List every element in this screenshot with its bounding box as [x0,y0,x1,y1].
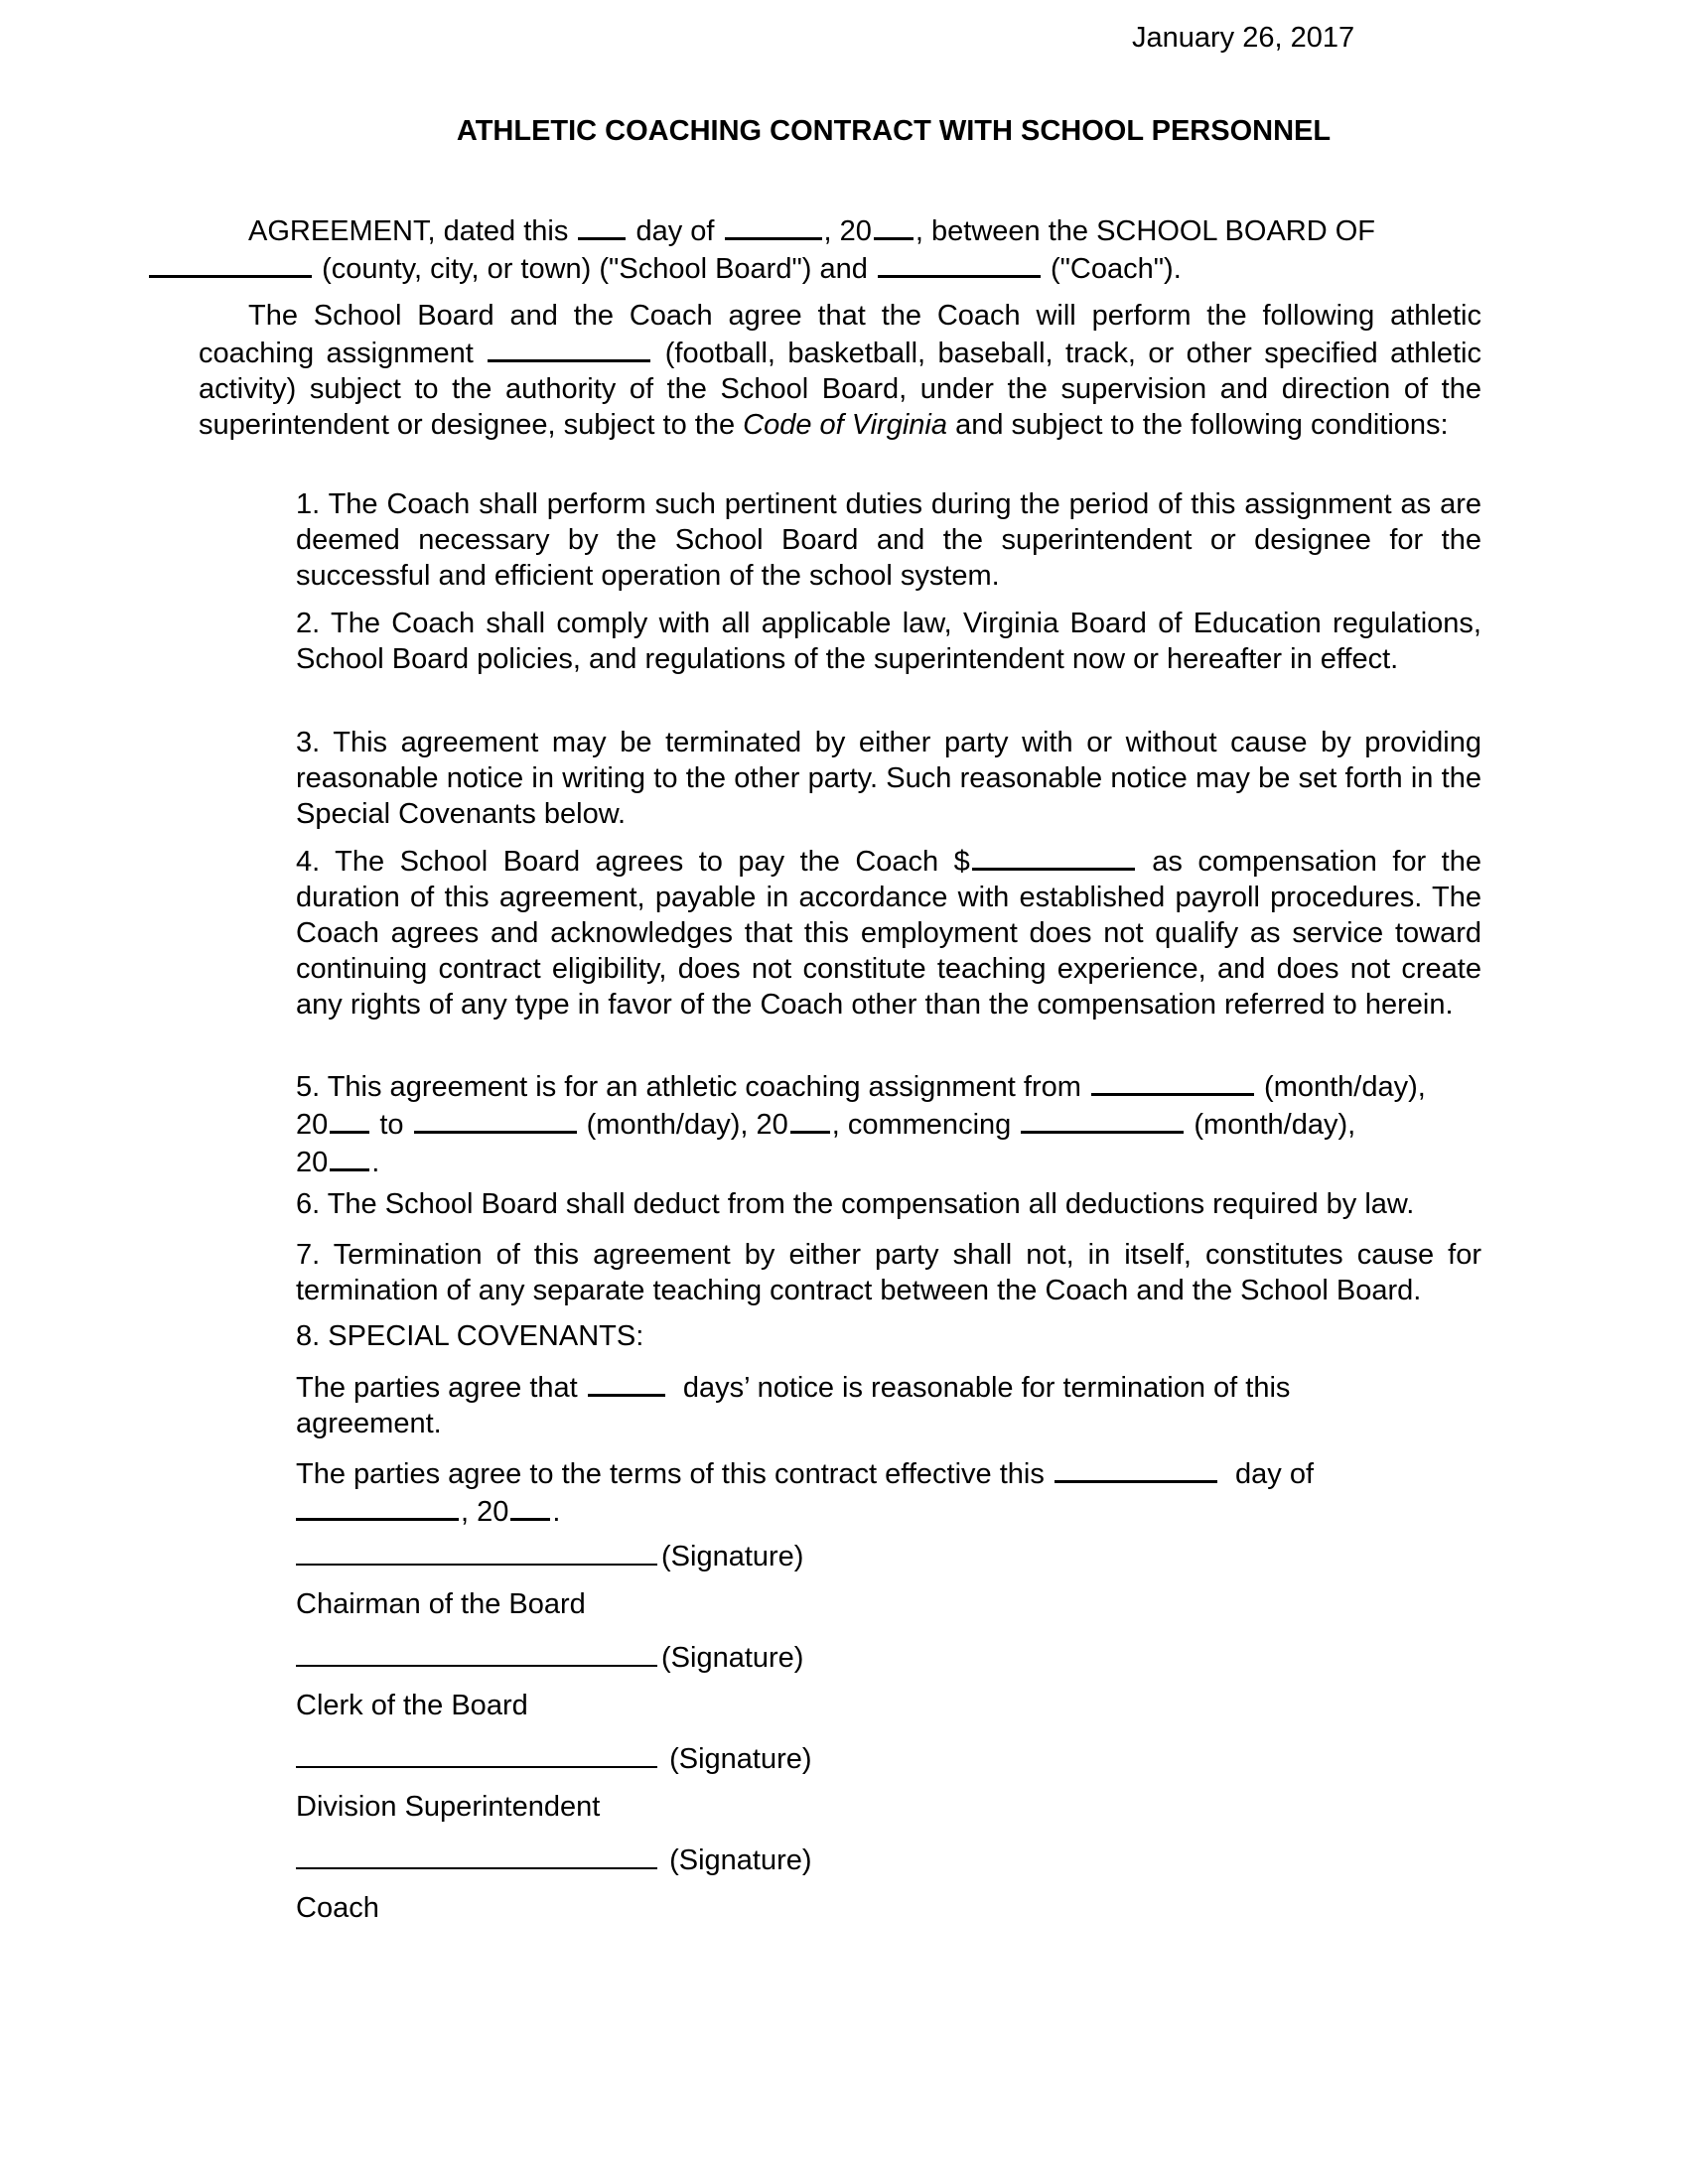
signature-line[interactable] [296,1637,657,1667]
clerk-signature-line[interactable] [296,1637,803,1676]
blank-school-board-name[interactable] [149,249,312,278]
chairman-title: Chairman of the Board [296,1588,586,1620]
condition-5-text-d: to [379,1109,404,1141]
signature-label: (Signature) [661,1541,804,1572]
covenant-notice-text-a: The parties agree that [296,1372,578,1404]
chairman-signature-line[interactable] [296,1536,803,1574]
signature-label: (Signature) [669,1743,812,1775]
agreement-paragraph [199,211,1481,287]
coach-title: Coach [296,1892,379,1924]
blank-coach-name[interactable] [878,249,1041,278]
blank-end-year[interactable] [790,1105,830,1134]
coach-signature-line[interactable] [296,1840,812,1878]
covenant-effective [296,1454,1388,1530]
agreement-text-c: , 20 [823,215,872,247]
blank-commence-date[interactable] [1021,1105,1184,1134]
blank-day[interactable] [578,211,626,240]
covenant-effective-text-c: , 20 [461,1496,509,1528]
signature-label: (Signature) [669,1844,812,1876]
signature-label: (Signature) [661,1642,804,1674]
condition-3: 3. This agreement may be terminated by either party with or without cause by providing reasonable notice in writing to the other party. Such reasonable notice may be set forth in the Special Covenants below. [296,727,1481,830]
covenant-notice-text-b: days’ notice is reasonable for termination of this agreement. [296,1372,1291,1439]
blank-assignment[interactable] [488,334,650,362]
code-of-virginia: Code of Virginia [743,409,947,441]
condition-4 [296,842,1481,1023]
condition-4-text-b: as compensation for the duration of this agreement, payable in accordance with established payroll procedures. The Coach agrees and acknowledges that this employment does not qualify as service toward continuing contract eligibility, does not constitute teaching experience, and does not create any rights of any type in favor of the Coach other than the compensation referred to herein. [296,846,1481,1021]
condition-5-text-a: 5. This agreement is for an athletic coaching assignment from [296,1071,1081,1103]
blank-compensation[interactable] [972,842,1135,871]
condition-5 [296,1067,1481,1180]
agreement-text-b: day of [635,215,715,247]
condition-5-text-f: , commencing [831,1109,1012,1141]
assignment-paragraph [199,298,1481,443]
blank-notice-days[interactable] [588,1368,665,1397]
condition-4-text-a: 4. The School Board agrees to pay the Coach $ [296,846,970,878]
signature-line[interactable] [296,1738,657,1768]
covenant-notice [296,1368,1388,1441]
condition-8-heading: 8. SPECIAL COVENANTS: [296,1320,644,1352]
document-date: January 26, 2017 [1132,22,1355,54]
superintendent-title: Division Superintendent [296,1791,601,1823]
condition-5-text-h: 20 [296,1147,329,1178]
covenant-effective-text-d: . [552,1496,561,1528]
condition-2: 2. The Coach shall comply with all applicable law, Virginia Board of Education regulations, School Board policies, and regulations of the superintendent now or hereafter in effect. [296,608,1481,675]
blank-end-date[interactable] [414,1105,577,1134]
condition-7: 7. Termination of this agreement by either party shall not, in itself, constitutes cause for termination of any separate teaching contract between the Coach and the School Board. [296,1239,1481,1306]
condition-5-text-c: 20 [296,1109,329,1141]
covenant-effective-text-b: day of [1235,1458,1315,1490]
blank-effective-month[interactable] [296,1492,459,1521]
signature-line[interactable] [296,1840,657,1869]
superintendent-signature-line[interactable] [296,1738,812,1777]
signature-line[interactable] [296,1536,657,1566]
blank-effective-year[interactable] [510,1492,550,1521]
condition-5-text-e: (month/day), 20 [586,1109,788,1141]
blank-start-date[interactable] [1091,1067,1254,1096]
condition-1: 1. The Coach shall perform such pertinent duties during the period of this assignment as are deemed necessary by the School Board and the superintendent or designee for the successful and efficient operation of the school system. [296,488,1481,592]
blank-start-year[interactable] [330,1105,369,1134]
condition-6: 6. The School Board shall deduct from the compensation all deductions required by law. [296,1188,1415,1220]
covenant-effective-text-a: The parties agree to the terms of this contract effective this [296,1458,1045,1490]
assignment-text-d: and subject to the following conditions: [955,409,1449,441]
condition-5-text-i: . [371,1147,380,1178]
clerk-title: Clerk of the Board [296,1690,528,1721]
assignment-text-a: The School Board and the Coach agree that the Coach will perform the following athletic coaching assignment [199,300,1481,369]
agreement-text-d: , between the SCHOOL BOARD OF [914,215,1375,247]
blank-effective-day[interactable] [1055,1454,1217,1483]
agreement-text-f: ("Coach"). [1050,253,1182,285]
document-title: ATHLETIC COACHING CONTRACT WITH SCHOOL PERSONNEL [456,115,1332,147]
agreement-text-e: (county, city, or town) ("School Board") and [322,253,868,285]
blank-month[interactable] [725,211,822,240]
agreement-text-a: AGREEMENT, dated this [248,215,569,247]
condition-5-text-b: (month/day), [1264,1071,1426,1103]
assignment-text-b: (football, basketball, baseball, track, or other specified athletic activity) subject to the authority of the School Board, under the supervision and direction of the superintendent or designee, subject to the [199,338,1481,441]
condition-5-text-g: (month/day), [1194,1109,1356,1141]
blank-year[interactable] [874,211,914,240]
blank-commence-year[interactable] [330,1143,369,1171]
